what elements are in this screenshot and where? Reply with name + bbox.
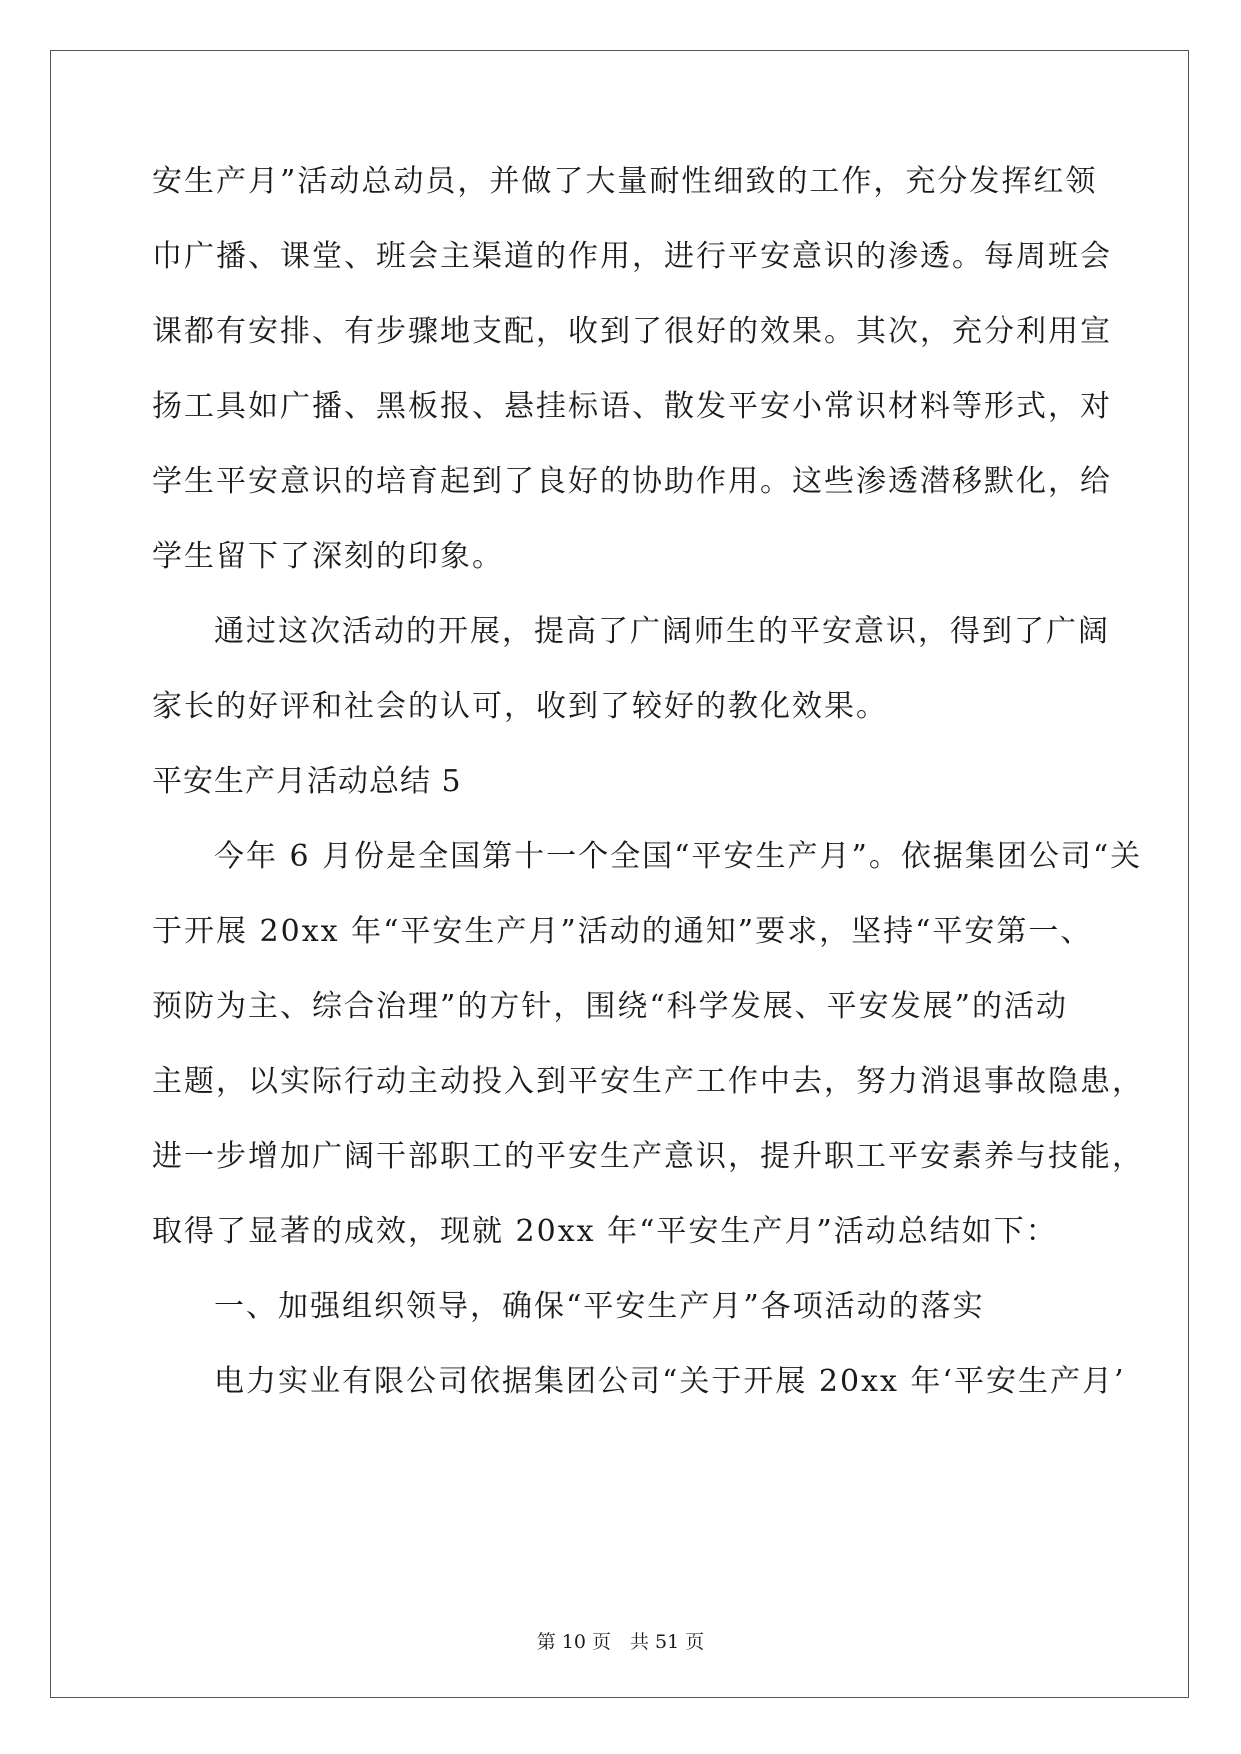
subsection-heading: 一、加强组织领导，确保“平安生产月”各项活动的落实: [214, 1289, 985, 1324]
text-line: 家长的好评和社会的认可，收到了较好的教化效果。: [152, 689, 888, 724]
text-line: 安生产月”活动总动员，并做了大量耐性细致的工作，充分发挥红领: [152, 164, 1098, 199]
text-line: 预防为主、综合治理”的方针，围绕“科学发展、平安发展”的活动: [152, 989, 1069, 1024]
paragraph-start-line: 今年 6 月份是全国第十一个全国“平安生产月”。依据集团公司“关: [214, 839, 1143, 874]
paragraph-start-line: 电力实业有限公司依据集团公司“关于开展 20xx 年‘平安生产月’: [214, 1364, 1126, 1399]
text-line: 主题，以实际行动主动投入到平安生产工作中去，努力消退事故隐患，: [152, 1064, 1144, 1099]
page-number-footer: 第 10 页 共 51 页: [536, 1631, 705, 1653]
text-line: 取得了显著的成效，现就 20xx 年“平安生产月”活动总结如下：: [152, 1214, 1058, 1249]
text-line: 巾广播、课堂、班会主渠道的作用，进行平安意识的渗透。每周班会: [152, 239, 1112, 274]
text-line: 于开展 20xx 年“平安生产月”活动的通知”要求，坚持“平安第一、: [152, 914, 1093, 949]
text-line: 学生平安意识的培育起到了良好的协助作用。这些渗透潜移默化，给: [152, 464, 1112, 499]
section-heading: 平安生产月活动总结 5: [152, 764, 462, 799]
text-line: 学生留下了深刻的印象。: [152, 539, 504, 574]
text-line: 课都有安排、有步骤地支配，收到了很好的效果。其次，充分利用宣: [152, 314, 1112, 349]
text-line: 扬工具如广播、黑板报、悬挂标语、散发平安小常识材料等形式，对: [152, 389, 1112, 424]
paragraph-start-line: 通过这次活动的开展，提高了广阔师生的平安意识，得到了广阔: [214, 614, 1110, 649]
text-line: 进一步增加广阔干部职工的平安生产意识，提升职工平安素养与技能，: [152, 1139, 1144, 1174]
